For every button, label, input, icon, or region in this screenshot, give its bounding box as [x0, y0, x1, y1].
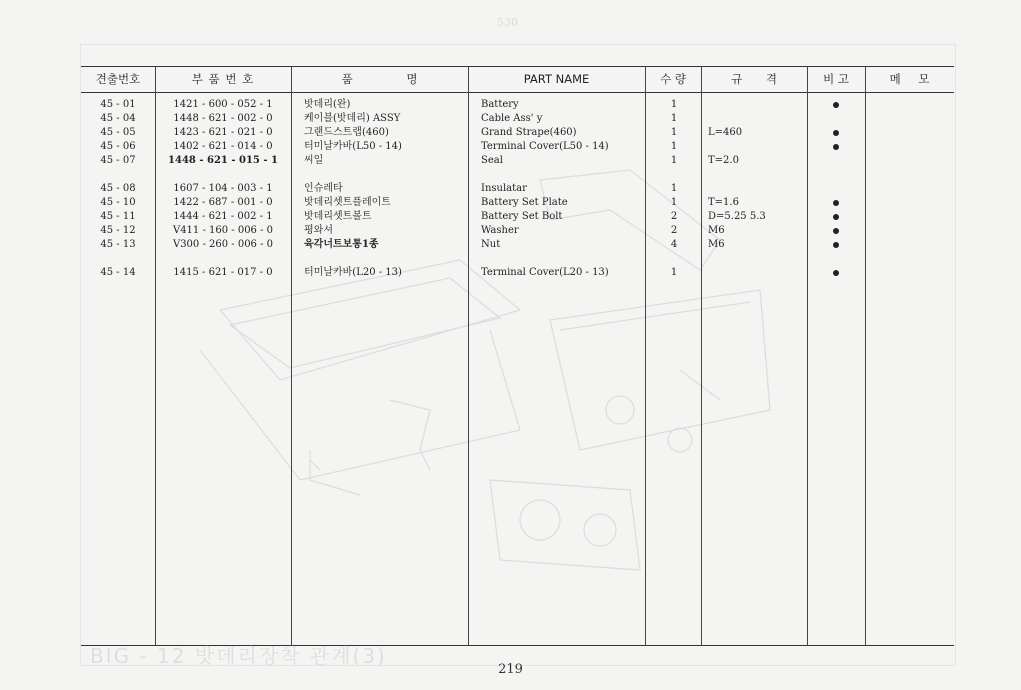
- table-row: [81, 210, 954, 224]
- faint-bleed-through-caption: BIG - 12 밧데리장착 관계(3): [90, 644, 387, 668]
- row-name-kr: 평와셔: [304, 225, 333, 236]
- row-remark: [807, 126, 865, 140]
- row-part-no: V300 - 260 - 006 - 0: [172, 239, 274, 250]
- row-id: 45 - 08: [100, 183, 136, 194]
- row-part-no: V411 - 160 - 006 - 0: [172, 225, 274, 236]
- row-part-name: Washer: [481, 225, 519, 236]
- table-row: [81, 98, 954, 112]
- row-qty: 2: [670, 225, 678, 236]
- row-name-kr: 밧데리셋트볼트: [304, 211, 372, 222]
- row-part-no: 1421 - 600 - 052 - 1: [173, 99, 273, 110]
- row-qty: 1: [670, 197, 678, 208]
- row-part-name: Battery Set Bolt: [481, 211, 563, 222]
- table-row: [81, 140, 954, 154]
- row-qty: 1: [670, 267, 678, 278]
- row-id: 45 - 01: [100, 99, 136, 110]
- row-id: 45 - 05: [100, 127, 136, 138]
- row-id: 45 - 04: [100, 113, 136, 124]
- row-remark: [807, 224, 865, 238]
- row-part-name: Terminal Cover(L20 - 13): [481, 267, 609, 278]
- row-name-kr: 씨일: [304, 155, 324, 166]
- row-name-kr: 터미날카바(L20 - 13): [304, 267, 402, 278]
- row-remark: [807, 196, 865, 210]
- faint-top-number: 530: [497, 16, 518, 29]
- header-spec: 규 격: [731, 72, 777, 86]
- row-spec: M6: [708, 225, 725, 236]
- bullet-dot-icon: [833, 102, 839, 108]
- row-name-kr: 터미날카바(L50 - 14): [304, 141, 402, 152]
- row-qty: 1: [670, 141, 678, 152]
- row-part-name: Battery: [481, 99, 519, 110]
- row-name-kr: 인슈레타: [304, 183, 343, 194]
- row-id: 45 - 12: [100, 225, 136, 236]
- table-row: [81, 182, 954, 196]
- row-part-name: Seal: [481, 155, 503, 166]
- row-part-no: 1607 - 104 - 003 - 1: [173, 183, 273, 194]
- bullet-dot-icon: [833, 144, 839, 150]
- row-name-kr: 밧데리(완): [304, 99, 351, 110]
- row-qty: 1: [670, 155, 678, 166]
- row-id: 45 - 06: [100, 141, 136, 152]
- row-qty: 2: [670, 211, 678, 222]
- row-spec: T=2.0: [708, 155, 739, 166]
- table-row: [81, 126, 954, 140]
- row-part-no: 1422 - 687 - 001 - 0: [173, 197, 273, 208]
- row-part-no: 1402 - 621 - 014 - 0: [173, 141, 273, 152]
- bullet-dot-icon: [833, 270, 839, 276]
- row-spec: M6: [708, 239, 725, 250]
- bullet-dot-icon: [833, 200, 839, 206]
- bullet-dot-icon: [833, 214, 839, 220]
- header-name-kr: 품 명: [341, 72, 418, 86]
- row-id: 45 - 11: [100, 211, 136, 222]
- row-name-kr: 육각너트보통1종: [304, 239, 379, 250]
- header-remarks: 비 고: [823, 72, 849, 86]
- bullet-dot-icon: [833, 228, 839, 234]
- row-id: 45 - 07: [100, 155, 136, 166]
- table-row: [81, 154, 954, 168]
- header-part-no: 부 품 번 호: [191, 72, 255, 86]
- row-part-name: Terminal Cover(L50 - 14): [481, 141, 609, 152]
- row-name-kr: 케이블(밧데리) ASSY: [304, 113, 401, 124]
- row-qty: 1: [670, 113, 678, 124]
- row-part-no: 1423 - 621 - 021 - 0: [173, 127, 273, 138]
- row-part-name: Nut: [481, 239, 501, 250]
- bullet-dot-icon: [833, 130, 839, 136]
- row-id: 45 - 13: [100, 239, 136, 250]
- header-id: 견출번호: [95, 72, 141, 86]
- header-qty: 수 량: [660, 72, 686, 86]
- row-spec: T=1.6: [708, 197, 739, 208]
- header-part-name: PART NAME: [523, 72, 590, 86]
- row-part-name: Grand Strape(460): [481, 127, 577, 138]
- row-name-kr: 그랜드스트랩(460): [304, 127, 389, 138]
- row-name-kr: 밧데리셋트플레이트: [304, 197, 391, 208]
- row-remark: [807, 238, 865, 252]
- row-id: 45 - 10: [100, 197, 136, 208]
- parts-table: [81, 66, 954, 646]
- header-memo: 메 모: [889, 72, 930, 86]
- row-part-no: 1415 - 621 - 017 - 0: [173, 267, 273, 278]
- table-row: [81, 266, 954, 280]
- row-remark: [807, 98, 865, 112]
- row-id: 45 - 14: [100, 267, 136, 278]
- row-remark: [807, 266, 865, 280]
- row-qty: 1: [670, 183, 678, 194]
- row-part-name: Insulatar: [481, 183, 527, 194]
- header-bottom-border: [81, 92, 954, 93]
- row-qty: 1: [670, 99, 678, 110]
- page-number: 219: [498, 662, 523, 677]
- table-row: [81, 238, 954, 252]
- row-spec: D=5.25 5.3: [708, 211, 766, 222]
- table-row: [81, 112, 954, 126]
- row-part-name: Cable Ass' y: [481, 113, 543, 124]
- bullet-dot-icon: [833, 242, 839, 248]
- table-row: [81, 224, 954, 238]
- row-remark: [807, 210, 865, 224]
- row-part-no: 1444 - 621 - 002 - 1: [173, 211, 273, 222]
- row-spec: L=460: [708, 127, 743, 138]
- row-part-no: 1448 - 621 - 002 - 0: [173, 113, 273, 124]
- row-qty: 1: [670, 127, 678, 138]
- row-remark: [807, 140, 865, 154]
- row-part-name: Battery Set Plate: [481, 197, 568, 208]
- table-row: [81, 196, 954, 210]
- row-part-no: 1448 - 621 - 015 - 1: [168, 155, 278, 166]
- row-qty: 4: [670, 239, 678, 250]
